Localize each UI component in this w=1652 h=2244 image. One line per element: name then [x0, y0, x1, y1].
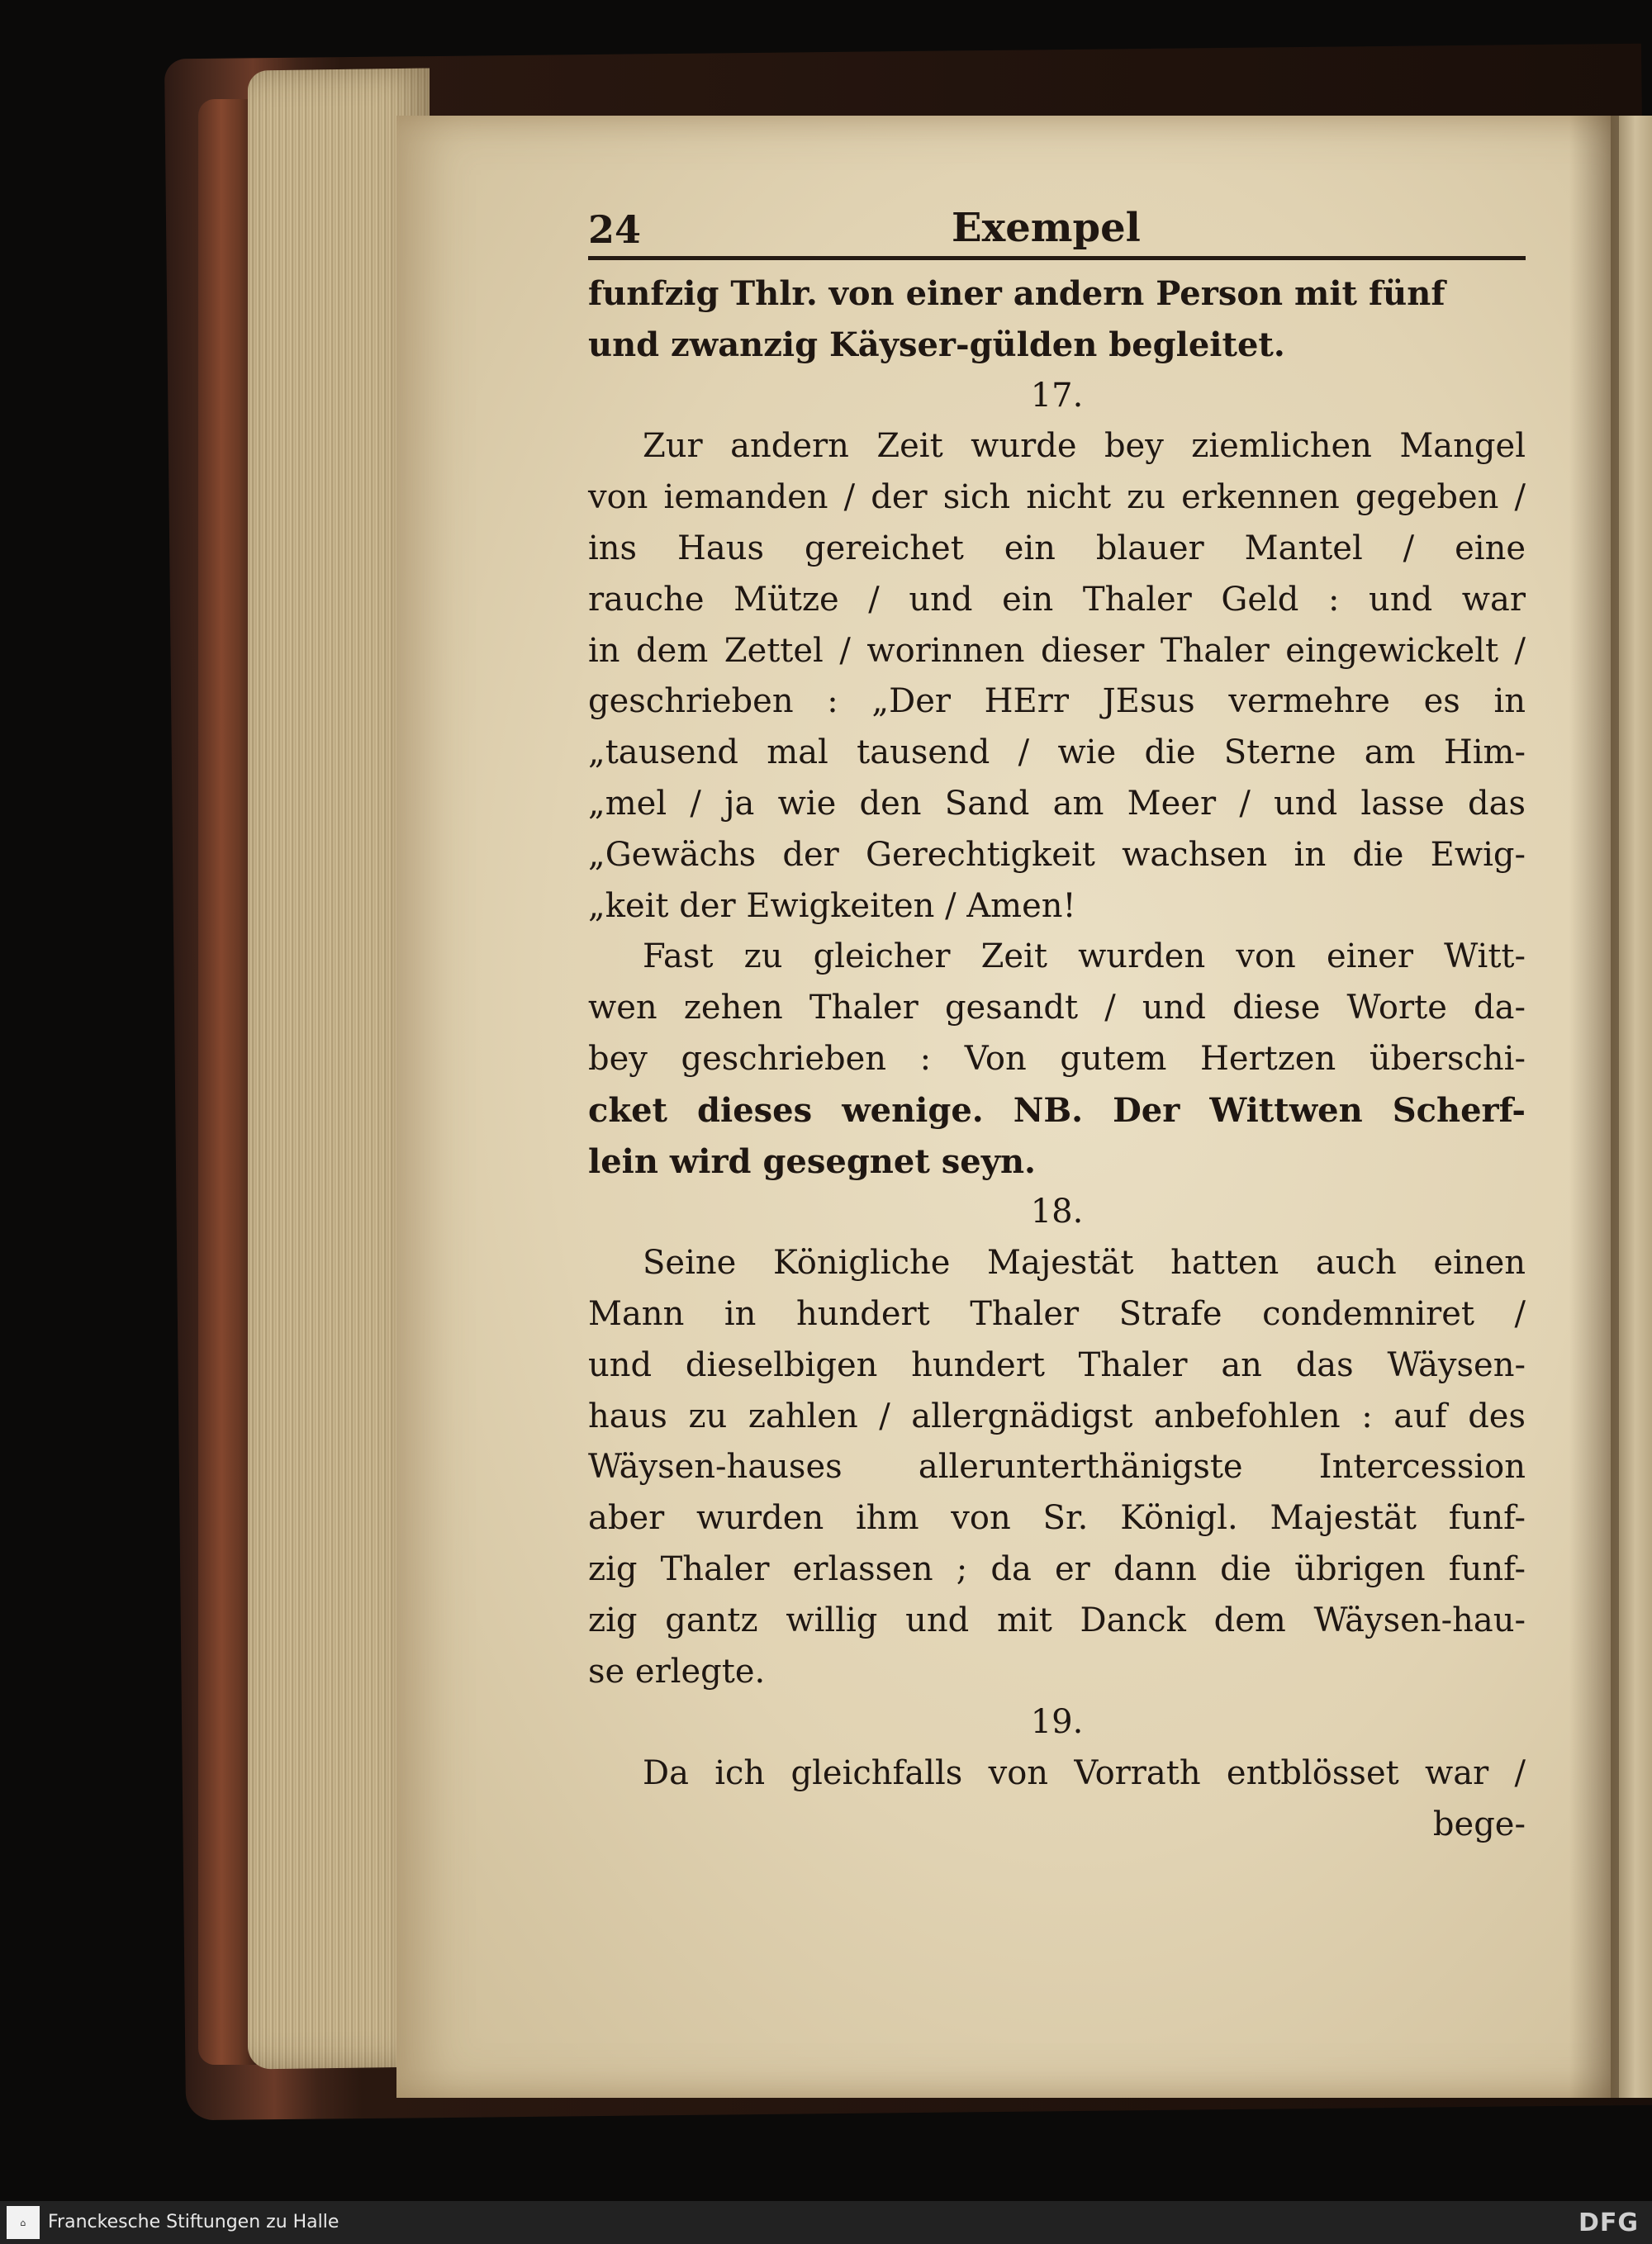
text-line: se erlegte.	[588, 1652, 766, 1691]
page-header	[588, 198, 1526, 253]
institution-logo-icon: ⌂	[7, 2206, 40, 2239]
text-line: und zwanzig Käyser-gülden begleitet.	[588, 325, 1285, 364]
text-line: „Gewächs der Gerechtigkeit wachsen in die Ewig-	[588, 835, 1526, 874]
institution-name: Franckesche Stiftungen zu Halle	[48, 2212, 339, 2232]
text-line: Da ich gleichfalls von Vorrath entblösset war /	[643, 1754, 1526, 1793]
page-text-block	[588, 198, 1526, 1851]
text-line: funfzig Thlr. von einer andern Person mit fünf	[588, 274, 1446, 313]
text-line: „mel / ja wie den Sand am Meer / und lasse das	[588, 784, 1526, 823]
text-line: lein wird gesegnet seyn.	[588, 1141, 1036, 1181]
text-line: zig gantz willig und mit Danck dem Wäysen-hau-	[588, 1601, 1526, 1639]
text-line: Fast zu gleicher Zeit wurden von einer Witt-	[643, 937, 1526, 976]
section-number: 17.	[1030, 376, 1084, 415]
text-line: „tausend mal tausend / wie die Sterne am Him-	[588, 733, 1526, 772]
text-line: geschrieben : „Der HErr JEsus vermehre es in	[588, 682, 1526, 721]
text-line: ins Haus gereichet ein blauer Mantel / eine	[588, 529, 1526, 567]
viewer-footer	[0, 2201, 1652, 2244]
text-line: zig Thaler erlassen ; da er dann die übrigen funf-	[588, 1549, 1526, 1588]
header-rule	[588, 256, 1526, 260]
text-line: haus zu zahlen / allergnädigst anbefohlen : auf des	[588, 1397, 1526, 1435]
catchword: bege-	[1432, 1805, 1526, 1843]
text-line: Wäysen-hauses allerunterthänigste Intercession	[588, 1448, 1526, 1487]
text-line: von iemanden / der sich nicht zu erkennen gegeben /	[588, 478, 1526, 517]
text-line: in dem Zettel / worinnen dieser Thaler eingewickelt /	[588, 631, 1526, 670]
section-number: 18.	[1030, 1193, 1084, 1231]
text-line: aber wurden ihm von Sr. Königl. Majestät funf-	[588, 1499, 1526, 1538]
text-line: und dieselbigen hundert Thaler an das Wäysen-	[588, 1345, 1526, 1384]
text-line: Seine Königliche Majestät hatten auch einen	[643, 1244, 1526, 1283]
text-line: Zur andern Zeit wurde bey ziemlichen Mangel	[643, 427, 1526, 466]
text-line: „keit der Ewigkeiten / Amen!	[588, 886, 1076, 925]
text-line: bey geschrieben : Von gutem Hertzen überschi-	[588, 1039, 1526, 1078]
text-line: cket dieses wenige. NB. Der Wittwen Scherf-	[588, 1090, 1526, 1130]
gutter-shadow	[1569, 116, 1619, 2098]
running-head: Exempel	[952, 205, 1141, 251]
text-line: rauche Mütze / und ein Thaler Geld : und war	[588, 580, 1526, 619]
page-number: 24	[588, 207, 642, 252]
text-line: wen zehen Thaler gesandt / und diese Worte da-	[588, 989, 1526, 1027]
dfg-badge: DFG	[1578, 2208, 1639, 2237]
text-line: Mann in hundert Thaler Strafe condemniret /	[588, 1294, 1526, 1333]
section-number: 19.	[1030, 1703, 1084, 1742]
